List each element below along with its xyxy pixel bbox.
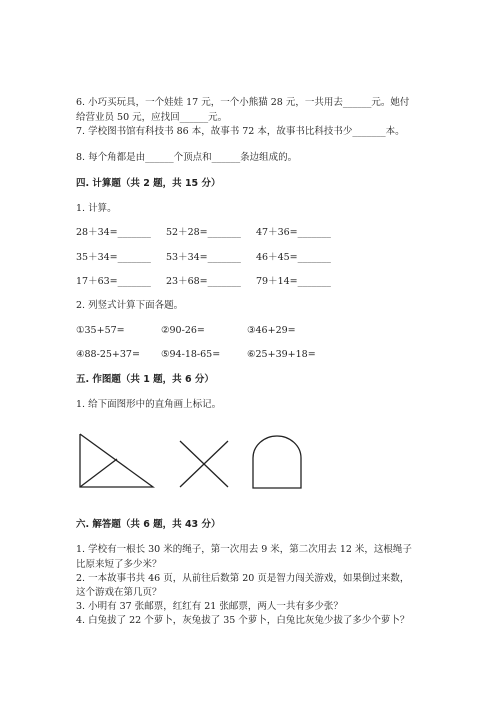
question-8: 8. 每个角都是由______个顶点和______条边组成的。	[76, 152, 298, 163]
calc-item: 23＋68=_______	[166, 276, 241, 287]
question-6-line-1: 6. 小巧买玩具，一个娃娃 17 元，一个小熊猫 28 元，一共用去______元。她付	[76, 97, 410, 108]
calc-item: 17＋63=_______	[76, 276, 151, 287]
section-6-line: 比原来短了多少米？	[76, 559, 162, 570]
vertical-calc-item: ④88-25+37=	[76, 349, 140, 360]
section-6-line: 4. 白兔拔了 22 个萝卜，灰兔拔了 35 个萝卜，白兔比灰兔少拔了多少个萝卜？	[76, 615, 410, 626]
calc-item: 28＋34=_______	[76, 227, 151, 238]
calc-item: 79＋14=_______	[256, 276, 331, 287]
vertical-calc-item: ⑤94-18-65=	[161, 349, 221, 360]
triangle-inner-line	[80, 459, 117, 487]
section-4-question-1: 1. 计算。	[76, 203, 117, 214]
vertical-calc-item: ②90-26=	[161, 325, 205, 336]
calc-item: 52＋28=_______	[166, 227, 241, 238]
section-6-line: 这个游戏在第几页？	[76, 587, 162, 598]
arch-shape-figure	[251, 434, 303, 490]
arch-outline	[253, 436, 301, 488]
vertical-calc-item: ⑥25+39+18=	[247, 349, 316, 360]
section-6-line: 2. 一本故事书共 46 页，从前往后数第 20 页是智力闯关游戏，如果倒过来数，	[76, 573, 410, 584]
question-7: 7. 学校图书馆有科技书 86 本，故事书 72 本，故事书比科技书少_______本。	[76, 126, 405, 137]
triangle-figure	[78, 432, 158, 490]
calc-item: 47＋36=_______	[256, 227, 331, 238]
calc-item: 46＋45=_______	[256, 252, 331, 263]
crossing-lines-figure	[178, 439, 230, 489]
section-4-question-2: 2. 列竖式计算下面各题。	[76, 300, 184, 311]
section-5-heading: 五. 作图题（共 1 题，共 6 分）	[76, 374, 214, 385]
section-6-line: 1. 学校有一根长 30 米的绳子，第一次用去 9 米，第二次用去 12 米，这根绳子	[76, 544, 412, 555]
calc-item: 35＋34=_______	[76, 252, 151, 263]
section-4-heading: 四. 计算题（共 2 题，共 15 分）	[76, 178, 221, 189]
section-5-question-1: 1. 给下面图形中的直角画上标记。	[76, 399, 222, 410]
question-6-line-2: 给营业员 50 元，应找回______元。	[76, 112, 228, 123]
section-6-line: 3. 小明有 37 张邮票，红红有 21 张邮票，两人一共有多少张？	[76, 601, 343, 612]
section-6-heading: 六. 解答题（共 6 题，共 43 分）	[76, 519, 221, 530]
vertical-calc-item: ③46+29=	[247, 325, 296, 336]
calc-item: 53＋34=_______	[166, 252, 241, 263]
vertical-calc-item: ①35+57=	[76, 325, 125, 336]
